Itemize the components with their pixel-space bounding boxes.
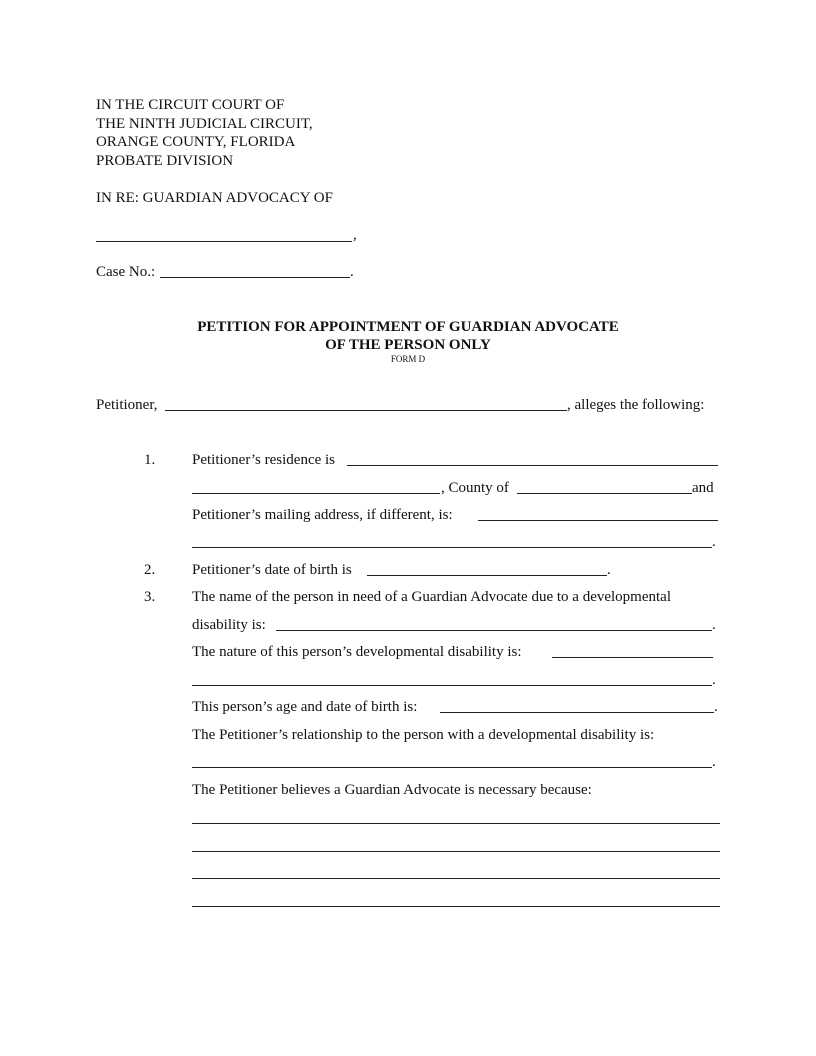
- residence-field[interactable]: [347, 465, 718, 466]
- petition-title-line-1: PETITION FOR APPOINTMENT OF GUARDIAN ADVOCATE: [197, 319, 619, 335]
- person-name-label-line-1: The name of the person in need of a Guardian Advocate due to a developmental: [192, 589, 671, 605]
- petitioner-name-field[interactable]: [165, 410, 567, 411]
- person-name-label-line-2: disability is:: [192, 617, 266, 633]
- person-name-period: .: [712, 617, 716, 633]
- age-dob-label: This person’s age and date of birth is:: [192, 699, 418, 715]
- necessity-label: The Petitioner believes a Guardian Advocate is necessary because:: [192, 782, 592, 798]
- dob-label: Petitioner’s date of birth is: [192, 562, 352, 578]
- case-number-period: .: [350, 264, 354, 280]
- necessity-field-line-3[interactable]: [192, 878, 720, 879]
- dob-field[interactable]: [367, 575, 607, 576]
- age-dob-period: .: [714, 699, 718, 715]
- age-dob-field[interactable]: [440, 712, 714, 713]
- item-1-number: 1.: [144, 452, 156, 468]
- necessity-field-line-4[interactable]: [192, 906, 720, 907]
- court-name-line-1: IN THE CIRCUIT COURT OF: [96, 97, 285, 113]
- relationship-label: The Petitioner’s relationship to the person with a developmental disability is:: [192, 727, 655, 743]
- case-number-field[interactable]: [160, 277, 350, 278]
- item-2-number: 2.: [144, 562, 156, 578]
- county-field[interactable]: [517, 493, 692, 494]
- necessity-field-line-1[interactable]: [192, 823, 720, 824]
- dob-period: .: [607, 562, 611, 578]
- court-name-line-2: THE NINTH JUDICIAL CIRCUIT,: [96, 116, 313, 132]
- court-name-line-3: ORANGE COUNTY, FLORIDA: [96, 134, 296, 150]
- ward-name-comma: ,: [353, 227, 357, 243]
- county-and: and: [692, 480, 714, 496]
- disability-nature-field[interactable]: [552, 657, 713, 658]
- residence-field-line-2[interactable]: [192, 493, 440, 494]
- person-name-field[interactable]: [276, 630, 712, 631]
- mailing-address-label: Petitioner’s mailing address, if different, is:: [192, 507, 453, 523]
- form-label: FORM D: [390, 354, 426, 364]
- petitioner-label: Petitioner,: [96, 397, 158, 413]
- mailing-address-period: .: [712, 534, 716, 550]
- disability-nature-period: .: [712, 672, 716, 688]
- item-3-number: 3.: [144, 589, 156, 605]
- mailing-address-field-line-2[interactable]: [192, 547, 712, 548]
- in-re-heading: IN RE: GUARDIAN ADVOCACY OF: [96, 190, 333, 206]
- residence-label: Petitioner’s residence is: [192, 452, 336, 468]
- petitioner-alleges: , alleges the following:: [567, 397, 705, 413]
- county-label: , County of: [441, 480, 509, 496]
- case-number-label: Case No.:: [96, 264, 156, 280]
- necessity-field-line-2[interactable]: [192, 851, 720, 852]
- petition-title-line-2: OF THE PERSON ONLY: [325, 337, 491, 353]
- relationship-period: .: [712, 754, 716, 770]
- mailing-address-field[interactable]: [478, 520, 718, 521]
- court-name-line-4: PROBATE DIVISION: [96, 153, 234, 169]
- disability-nature-field-line-2[interactable]: [192, 685, 712, 686]
- ward-name-field[interactable]: [96, 241, 352, 242]
- relationship-field[interactable]: [192, 767, 712, 768]
- disability-nature-label: The nature of this person’s developmental disability is:: [192, 644, 522, 660]
